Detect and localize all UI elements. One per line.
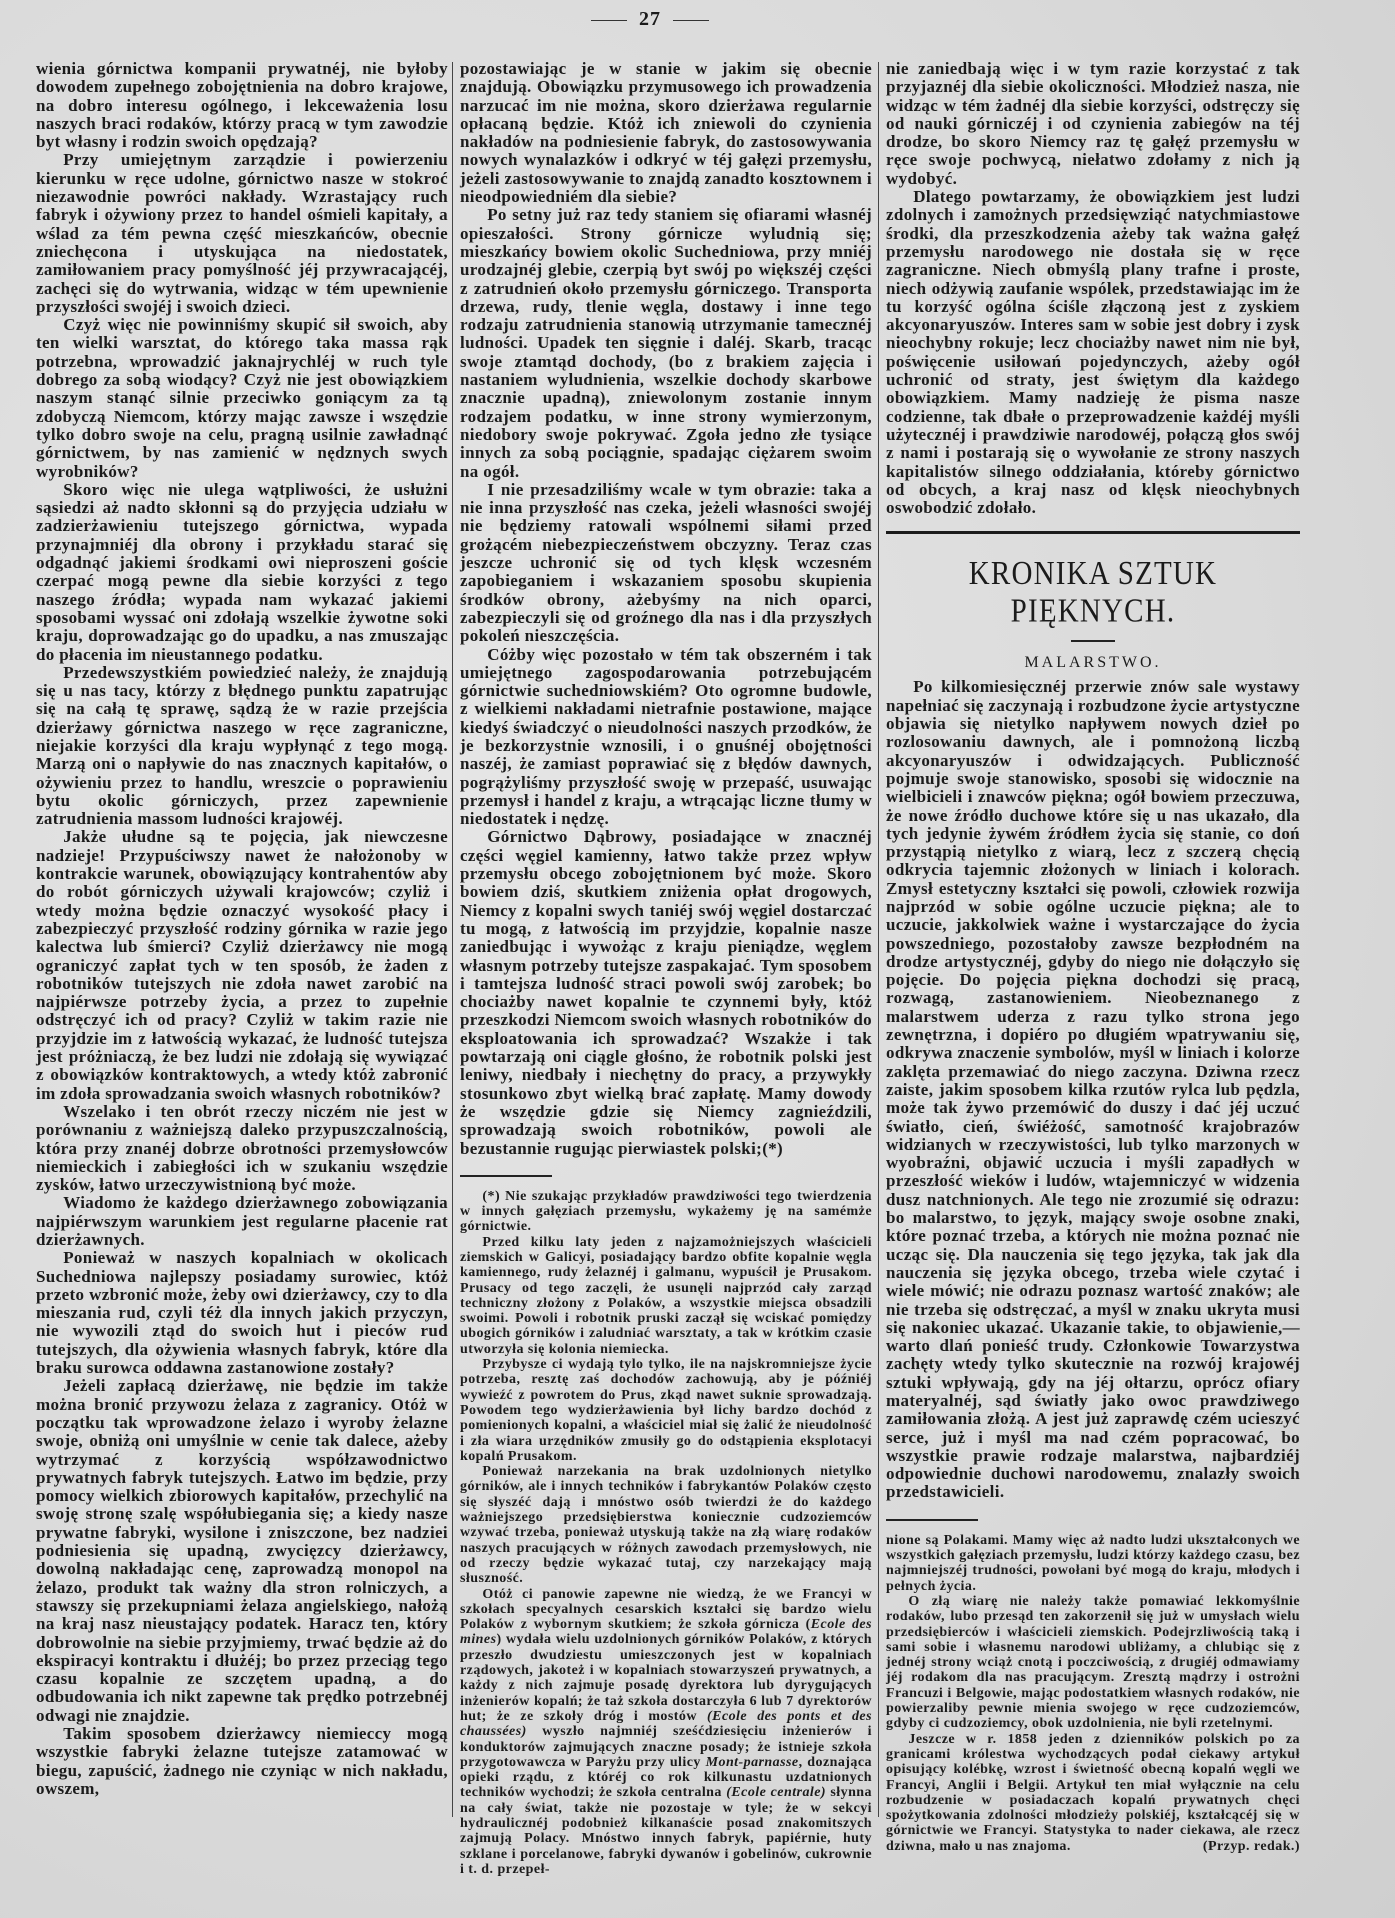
text-run: wyszło najmniéj sześćdziesięciu inżenierów i konduktorów zajmujących znaczne posady; że istnieje szkoła przygotowawcza w Paryżu przy ulicy (460, 1724, 872, 1770)
paragraph: Przedewszystkiém powiedzieć należy, że znajdują się u nas tacy, którzy z błędnego punktu zapatrując się na całą tę sprawę, sądzą że w razie przejścia dzierżawy górnictwa naszego w ręce zagraniczne, niejakie korzyści dla kraju wypłynąć z tego mogą. Marzą oni o napływie do nas znacznych kapitałów, o ożywieniu przez to handlu, wreszcie o poprawieniu bytu okolic górniczych, przez zapewnienie zatrudnienia massom ludności krajowéj. (36, 662, 448, 829)
divider (591, 20, 627, 21)
article-body (460, 60, 872, 1158)
column-middle (460, 60, 872, 1877)
paragraph: nie zaniedbają więc i w tym razie korzystać z tak przyjaznéj dla siebie okoliczności. Młodzież nasza, nie widząc w tém żadnéj dla siebie korzyści, odstręczy się od nauki górniczéj i od czynienia zabiegów na téj drodze, bo skoro Niemcy raz tę gałęź przemysłu w ręce swoje pochwycą, niełatwo zdołamy z nich ją wydobyć. (886, 59, 1300, 188)
paragraph: wienia górnictwa kompanii prywatnéj, nie byłoby dowodem zupełnego zobojętnienia na dobro krajowe, na dobro interesu ogólnego, i lekceważenia losu naszych braci rodaków, którzy pracą w tym zawodzie byt własny i rodzin swoich opędzają? (36, 59, 448, 152)
paragraph: Skoro więc nie ulega wątpliwości, że usłużni sąsiedzi aż nadto skłonni są do przyjęcia udziału w zadzierżawieniu tutejszego górnictwa, wypada przynajmniéj dla obrony i przykładu starać się odgadnąć jakiemi środkami owi nieproszeni goście czerpać mogą pewne dla siebie korzyści z tego naszego źródła; wypada nam wykazać jakiemi sposobami wyssać oni zdołają wszelkie żywotne soki kraju, doprowadzając go do upadku, a nas zmuszając do płacenia im nieustannego podatku. (36, 479, 448, 664)
column-divider (452, 62, 453, 1817)
paragraph: Dlatego powtarzamy, że obowiązkiem jest ludzi zdolnych i zamożnych przedsięwziąć natychmiastowe środki, dla przeszkodzenia ażeby tak ważna gałęź przemysłu narodowego nie dostała się w ręce zagraniczne. Niech obmyślą plany trafne i proste, niech odżywią zaufanie wspólek, przedstawiając im że tu korzyść ogólna ściśle złączoną jest z zyskiem akcyonaryuszów. Interes sam w sobie jest dobry i zysk nieochybny rokuje; lecz chociażby nawet nim nie był, poświęcenie usiłowań pojedynczych, ażeby ogół uchronić od straty, jest świętym dla każdego obowiązkiem. Mamy nadzieję że pisma nasze codzienne, tak dbałe o przeprowadzenie każdéj myśli użytecznéj i prawdziwie narodowéj, połączą głos swój z nami i postarają się o wywołanie ze strony naszych kapitalistów silnego oddziałania, któreby górnictwo od obcych, a kraj nasz od klęsk nieochybnych oswobodzić zdołało. (886, 187, 1300, 518)
column-left (36, 60, 448, 1798)
footnote (460, 1189, 872, 1877)
text-run: , doznająca opieki rządu, z któréj co rok kilkunastu uzdatnionych techników wychodzi; że szkoła centralna (460, 1754, 872, 1801)
title-divider (1071, 640, 1115, 642)
paragraph: Jakże ułudne są te pojęcia, jak niewczesne nadzieje! Przypuściwszy nawet że nałożonoby w kontrakcie warunek, obowiązujący kontrahentów aby do robót górniczych używali krajowców; czyliż i wtedy można będzie oznaczyć wysokość płacy i zabezpieczyć przyszłość rodziny górnika w razie jego kalectwa lub śmierci? Czyliż dzierżawcy nie mogą ograniczyć zapłat tych w ten sposób, że żaden z robotników tutejszych nie zdoła nawet zarobić na najpiérwsze potrzeby życia, a przez to zupełnie odstręczyć ich od pracy? Czyliż w takim razie nie przyjdzie im z łatwością wykazać, że ludność tutejsza jest próżniaczą, że bez ludzi nie zdołają się wywiązać z obowiązków kontraktowych, a wtedy któż zabronić im zdoła sprowadzania swoich własnych robotników? (36, 827, 448, 1103)
footnote-paragraph: Przybysze ci wydają tylo tylko, ile na najskromniejsze życie potrzeba, resztę zaś dochodów zachowują, aby je późniéj wywieźć z powrotem do Prus, zkąd nawet suknie sprowadzają. Powodem tego wydzierżawienia był lichy bardzo dochód z pomienionych kopalni, a właściciel miał się żalić że nieudolność i zła wiara urzędników zmusiły go do odstąpienia eksplotacyi kopalń Prusakom. (460, 1357, 872, 1464)
footnote-paragraph (460, 1587, 872, 1878)
paragraph: Po setny już raz tedy staniem się ofiarami własnéj opieszałości. Strony górnicze wyludnią się; mieszkańcy bowiem okolic Suchedniowa, przy mniéj urodzajnéj glebie, czerpią byt swój po większéj części z zatrudnień około przemysłu górniczego. Transporta drzewa, rudy, tlenie węgla, dostawy i inne tego rodzaju zatrudnienia stanowią utrzymanie tamecznéj ludności. Upadek ten sięgnie i daléj. Skarb, tracąc swoje ztamtąd dochody, (bo z brakiem zajęcia i nastaniem wyludnienia, wszelkie dochody skarbowe znacznie upadną), zniewolonym zostanie innym rodzajem podatku, w inne strony wymierzonym, niedobory swoje pokrywać. Zgoła jedno złe tysiące innych za sobą pociągnie, spadając ciężarem swoim na ogół. (460, 205, 872, 481)
page-number-text: 27 (639, 8, 661, 30)
column-divider (878, 62, 879, 1817)
paragraph: Cóżby więc pozostało w tém tak obszerném i tak umiejętnego zagospodarowania potrzebującém górnictwie suchedniowskiém? Oto ogromne budowle, z wielkiemi nakładami nietrafnie postawione, mające kiedyś świadczyć o nieudolności naszych przodków, że je bezkorzystnie wznosili, i o gnuśnéj obojętności naszéj, że zamiast poprawiać się z błędów dawnych, pogrążyliśmy przyszłość swoję w przepaść, usuwając przemysł i handel z kraju, a wtrącając liczne tłumy w niedostatek i nędzę. (460, 644, 872, 829)
column-right (886, 60, 1300, 1854)
paragraph: Po kilkomiesięcznéj przerwie znów sale wystawy napełniać się zaczynają i rozbudzone życie artystyczne objawia się nietylko napływem nowych dzieł po rozlosowaniu dawnych, ale i pomnożoną liczbą akcyonaryuszów i odwidzających. Publiczność pojmuje swoje stanowisko, sposobi się widocznie na wielbicieli i znawców piękna; ogół bowiem przeczuwa, że nowe źródło duchowe które się u nas ukazało, dla tych jedynie żywém źródłem życia się stanie, co doń przystąpią nietylko z wiarą, lecz z szczerą chęcią odkrycia tajemnic złożonych w liniach i kolorach. Zmysł estetyczny kształci się powoli, człowiek rozwija najprzód w sobie ogólne uczucie piękna; ale to uczucie, jakkolwiek ważne i wystarczające do życia powszedniego, pozostałoby zawsze bezpłodném na drodze artystycznéj, gdyby do niego nie dołączyło się pojęcie. Do pojęcia piękna dochodzi się pracą, rozwagą, zastanowieniem. Nieobeznanego z malarstwem uderza z razu tylko strona jego zewnętrzna, i dopiéro po długiém wpatrywaniu się, odkrywa znaczenie symbolów, myśl w liniach i kolorze zaklęta przemawiać do niego zaczyna. Dziwna rzecz zaiste, jakim sposobem kilka rzutów rylca lub pędzla, może tak żywo przemówić do duszy i dać jéj uczuć światło, cień, świéżość, samotność krajobrazów widzianych w rzeczywistości, lub tylko marzonych w wyobraźni, objawić uczucia i myśli zapadłych w przeszłość wieków i ludów, wtajemniczyć w widzenia dusz natchnionych. Ale tego nie zrozumié się odrazu: bo malarstwo, to język, mający swoje osobne znaki, które poznać trzeba, a których nie można poznać nie ucząc się. Dla nauczenia się tego języka, tak jak dla nauczenia się języka obcego, trzeba wiele czytać i wiele mówić; nie odrazu poznasz wartość znaków; ale nie trzeba się odstręczać, a myśl w znaku ukryta musi się nakoniec ukazać. Ukazanie takie, to objawienie,—warto dlań ponieść trudy. Członkowie Towarzystwa zachęty wtedy tylko skutecznie na rozwój krajowéj sztuki wpływają, gdy na jéj ołtarzu, oprócz ofiary materyalnéj, sąd światły jako owoc prawdziwego zamiłowania złożą. A jest już zaprawdę czém ucieszyć serce, już i myśl ma nad czém popracować, bo wszystkie prawie rodzaje malarstwa, najbardziéj odpowiednie duchowi narodowemu, znalazły swoich przedstawicieli. (886, 677, 1300, 1502)
italic-term: Mont-parnasse (705, 1754, 799, 1770)
footnote-paragraph (886, 1732, 1300, 1854)
footnote-paragraph: (*) Nie szukając przykładów prawdziwości tego twierdzenia w innych gałęziach przemysłu, wykażemy ję na samémże górnictwie. (460, 1188, 872, 1235)
paragraph: Ponieważ w naszych kopalniach w okolicach Suchedniowa najlepszy posiadamy surowiec, któż przeto wzbronić może, żeby owi dzierżawcy, czy to dla mieszania rud, czyli téż dla innych jakich przyczyn, nie wywozili ztąd do swoich hut i pieców rud tutejszych, dla ożywienia własnych fabryk, które dla braku surowca oddawna zastanowione zostały? (36, 1248, 448, 1378)
section-subtitle: MALARSTWO. (1024, 654, 1162, 672)
paragraph: Czyż więc nie powinniśmy skupić sił swoich, aby ten wielki warsztat, do którego taka massa rąk potrzebna, wprowadzić jaknajrychléj w ruch tyle dobrego za sobą wiodący? Czyż nie jest obowiązkiem naszym stanąć silnie przeciwko goniącym za tą zdobyczą Niemcom, którzy mając zawsze i wszędzie tylko dobro swoje na celu, pragną usilnie zawładnąć górnictwem, by nas zamienić w nędznych swych wyrobników? (36, 315, 448, 481)
footnote-paragraph: O złą wiarę nie należy także pomawiać lekkomyślnie rodaków, lubo przesąd ten zakorzenił się już w umysłach wielu przedsiębierców i właścicieli ziemskich. Podejrzliwością taką i sami sobie i własnemu narodowi ubliżamy, a chlubiąc się z jednéj strony wciąż cnotą i poczciwością, z drugiéj odmawiamy jéj rodakom dla nas pracującym. Zresztą mądrzy i ostrożni Francuzi i Belgowie, mając podostatkiem własnych rodaków, nie powierzaliby pewnie mienia swojego w ręce cudzoziemców, gdyby ci cudzoziemcy, obok uzdolnienia, nie byli rzetelnymi. (886, 1593, 1300, 1732)
paragraph: Wiadomo że każdego dzierżawnego zobowiązania najpiérwszym warunkiem jest regularne płacenie rat dzierżawnych. (36, 1193, 448, 1249)
article-body (886, 60, 1300, 517)
art-chronicle-body (886, 678, 1300, 1501)
text-run: słynna na cały świat, także nie pozostaje w tyle; że w sekcyi hydraulicznéj podobnież kilkanaście posad znakomitszych zajmują Polacy. Mnóstwo innych fabryk, papiérnie, huty szklane i porcelanowe, fabryki dywanów i gobelinów, cukrownie i t. d. przepeł- (460, 1785, 872, 1877)
paragraph: Wszelako i ten obrót rzeczy niczém nie jest w porównaniu z ważniejszą daleko przypuszczalnością, która przy znanéj dobrze obrotności przemysłowców niemieckich i zabiegłości ich w szukaniu wszędzie zysków, łatwo urzeczywistnioną być może. (36, 1101, 448, 1195)
text-run: ) wydała wielu uzdolnionych górników Polaków, z których przeszło dwudziestu umieszczonych jest w kopalniach rządowych, jakoteż i w kopalniach stowarzyszeń prywatnych, a każdy z nich zajmuje posadę dyrektora lub dyrygujących inżenierów kopalń; że taż szkoła dostarczyła 6 lub 7 dyrektorów hut; że ze szkoły dróg i mostów (460, 1632, 872, 1724)
italic-term: (Ecole des ponts et des chaussées) (460, 1708, 872, 1740)
page-number (570, 8, 730, 31)
paragraph: Przy umiejętnym zarządzie i powierzeniu kierunku w ręce udolne, górnictwo nasze w stokroć niezawodnie powróci nakłady. Wzrastający ruch fabryk i ożywiony przez to handel ośmieli kapitały, a wślad za tém pewna część mieszkańców, obecnie zniechęcona i utyskująca na niedostatek, zamiłowaniem pracy pomyślność jéj przywracającéj, zachęci się do wytrwania, widząc w tém upewnienie przyszłości swojéj i swoich dzieci. (36, 150, 448, 316)
divider (673, 20, 709, 21)
section-divider (886, 531, 1300, 534)
footnote-paragraph: nione są Polakami. Mamy więc aż nadto ludzi ukształconych we wszystkich gałęziach przemysłu, ludzi którzy każdego czasu, bez najmniejszéj trudności, powołani być mogą do kraju, młodych i pełnych życia. (886, 1532, 1300, 1594)
text-run: Otóż ci panowie zapewne nie wiedzą, że we Francyi w szkołach specyalnych cesarskich kształci się bardzo wielu Polaków z wybornym skutkiem; że szkoła górnicza ( (460, 1586, 872, 1633)
editor-note-signature: (Przyp. redak.) (1202, 1838, 1300, 1854)
article-body (36, 60, 448, 1798)
footnote-paragraph: Przed kilku laty jeden z najzamożniejszych właścicieli ziemskich w Galicyi, posiadający bardzo obfite kopalnie węgla kamiennego, rudy żelaznéj i galmanu, wypuścił je Prusakom. Prusacy od tego zaczęli, że usunęli najprzód cały zarząd techniczny złożony z Polaków, a wszystkie miejsca obsadzili swoimi. Powoli i robotnik pruski zaczął się wciskać pomiędzy ubogich górników i zaludniać warsztaty, a tak w krótkim czasie utworzyła się kolonia niemiecka. (460, 1234, 872, 1357)
paragraph: I nie przesadziliśmy wcale w tym obrazie: taka a nie inna przyszłość nas czeka, jeżeli własności swojéj nie będziemy ratowali wspólnemi siłami przed grożącém niebezpieczeństwem obczyzny. Teraz czas jeszcze uchronić się od tych klęsk wczesném zapobieganiem i wskazaniem sposobu skupienia środków obrony, ażebyśmy na nich oparci, zabezpieczyli się od groźnego dla nas i dla przyszłych pokoleń nieszczęścia. (460, 479, 872, 646)
footnote-paragraph: Ponieważ narzekania na brak uzdolnionych nietylko górników, ale i innych techników i fabrykantów Polaków często się słyszéć dają i mnóstwo osób twierdzi że do każdego ważniejszego przedsiębierstwa koniecznie cudzoziemców wzywać trzeba, ponieważ utyskują także na złą wiarę rodaków naszych pracujących w różnych zawodach przemysłowych, nie od rzeczy będzie wykazać tutaj, czy narzekający mają słuszność. (460, 1464, 872, 1587)
paragraph: Górnictwo Dąbrowy, posiadające w znacznéj części węgiel kamienny, łatwo także przez wpływ przemysłu obcego zobojętnionem być może. Skoro bowiem dziś, skutkiem zniżenia opłat drogowych, Niemcy z kopalni swych taniéj swój węgiel dostarczać tu mogą, z łatwością im przyjdzie, kopalnie nasze zaniedbując i wywożąc z kraju pieniądze, węglem własnym potrzeby tutejsze zaspakajać. Tym sposobem i tamtejsza ludność straci powoli swój zarobek; bo chociażby nawet kopalnie te czynnemi były, któż przeszkodzi Niemcom swoich własnych robotników do eksploatowania ich sprowadzać? Wszakże i tak powtarzają oni ciągle głośno, że robotnik polski jest leniwy, niedbały i niechętny do pracy, a przywykły stosunkowo zbyt wielką brać zapłatę. Mamy dowody że wszędzie gdzie się Niemcy zagnieździli, sprowadzają swoich robotników, powoli ale bezustannie rugując pierwiastek polski;(*) (460, 827, 872, 1158)
paragraph: Jeżeli zapłacą dzierżawę, nie będzie im także można bronić przywozu żelaza z zagranicy. Otóż w początku tak wprowadzone żelazo i wyroby żelazne swoje, obniżą oni umyślnie w cenie tak dalece, ażeby wytrzymać z korzyścią współzawodnictwo prywatnych fabryk tutejszych. Łatwo im będzie, przy pomocy wielkich zbiorowych kapitałów, przechylić na swoję stronę szalę współubiegania się; a kiedy nasze prywatne fabryki, wysilone i zniszczone, bez nadziei podniesienia się upadną, zwycięzcy dzierżawcy, dowolną nakładając cenę, zaprowadzą monopol na żelazo, produkt tak ważny dla stron rolniczych, a stawszy się przekupniami żelaza angielskiego, nałożą na kraj nasz nieustający podatek. Haracz ten, który dobrowolnie na siebie przyjmiemy, trwać będzie aż do ekspiracyi kontraktu i dłużéj; bo przez przeciąg tego czasu kopalnie ze szczętem upadną, a do odbudowania ich nikt zapewne tak prędko potrzebnéj odwagi nie znajdzie. (36, 1376, 448, 1725)
italic-term: (Ecole centrale) (726, 1785, 827, 1801)
paragraph: Takim sposobem dzierżawcy niemieccy mogą wszystkie fabryki żelazne tutejsze zatamować w biegu, zapuścić, żadnego nie czyniąc w nich nakładu, owszem, (36, 1724, 448, 1798)
paragraph: pozostawiając je w stanie w jakim się obecnie znajdują. Obowiązku przymusowego ich prowadzenia narzucać im nie można, skoro dzierżawa regularnie opłacaną będzie. Któż ich zniewoli do czynienia nakładów na podniesienie fabryk, do zastosowywania nowych wynalazków i odkryć w téj gałęzi przemysłu, jeżeli zastosowywanie to znajdą zanadto kosztownem i nieodpowiedniém dla siebie? (460, 59, 872, 207)
footnote-divider (460, 1175, 552, 1177)
footnote-divider (886, 1519, 978, 1521)
italic-term: Ecole des mines (460, 1617, 872, 1648)
section-title: KRONIKA SZTUK PIĘKNYCH. (968, 555, 1218, 631)
footnote-continuation (886, 1533, 1300, 1854)
text-run: Jeszcze w r. 1858 jeden z dzienników polskich po za granicami królestwa wychodzących podał ciekawy artykuł opisujący kolébkę, wzrost i świetność obecną kopalń węgli we Francyi, Anglii i Belgii. Artykuł ten miał wyłącznie na celu rozbudzenie w posiadaczach kopalń prywatnych chęci spożytkowania zdolności młodzieży polskiéj, kształcącéj się w górnictwie we Francyi. Statystyka to nader ciekawa, ale rzecz dziwna, mało u nas znajoma. (886, 1731, 1300, 1854)
